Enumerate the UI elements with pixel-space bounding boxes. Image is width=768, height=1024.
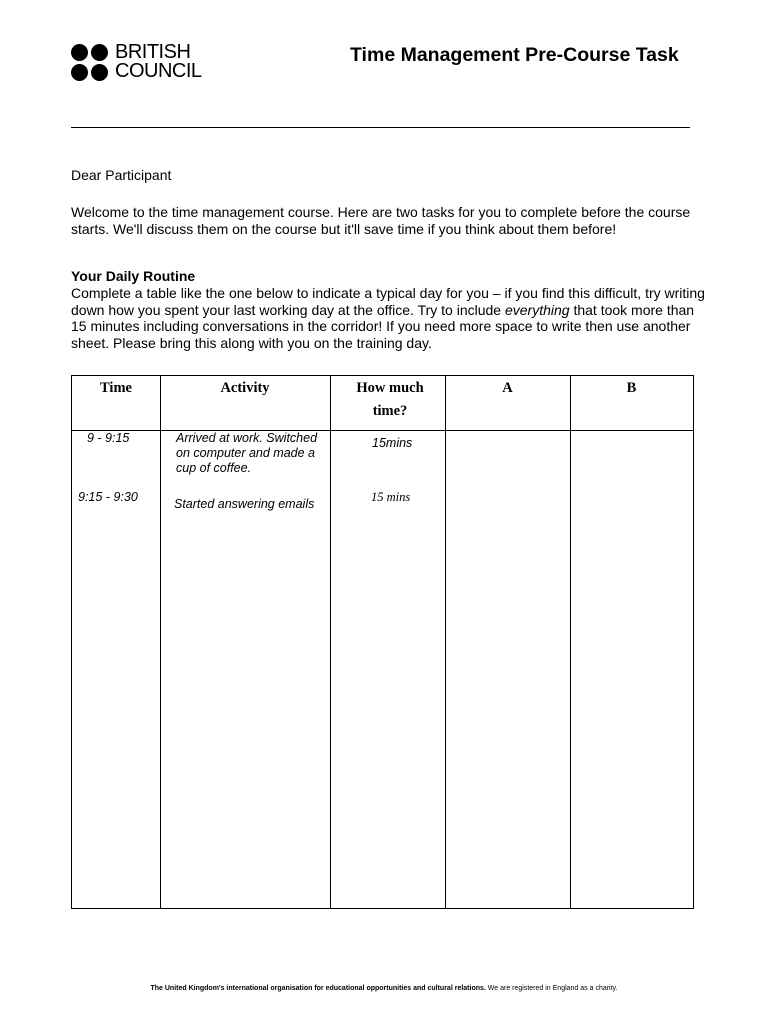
- british-council-logo: [71, 43, 202, 81]
- logo-dots-icon: [71, 44, 108, 81]
- row-1-activity: Arrived at work. Switched on computer and made a cup of coffee.: [176, 431, 318, 475]
- header-divider: [71, 127, 690, 128]
- section-heading-daily-routine: Your Daily Routine: [71, 268, 196, 284]
- document-title: Time Management Pre-Course Task: [350, 44, 679, 66]
- greeting: Dear Participant: [71, 167, 172, 183]
- column-header-how-much-time: How much time?: [356, 380, 424, 419]
- column-divider: [160, 376, 161, 908]
- row-1-duration: 15mins: [372, 436, 413, 450]
- daily-routine-instructions: [71, 285, 711, 351]
- column-header-b: B: [626, 380, 637, 396]
- logo-line-2: COUNCIL: [115, 60, 202, 82]
- column-divider: [570, 376, 571, 908]
- daily-routine-table: [71, 375, 694, 909]
- instructions-text-1: Complete a table like the one below to indicate a typical day for you – if you find this difficult, try writing down how you spent your last working day at the office. Try to include: [71, 285, 705, 318]
- column-header-activity: Activity: [220, 380, 270, 396]
- logo-wordmark: [115, 43, 202, 81]
- logo-line-1: BRITISH: [115, 41, 191, 63]
- column-header-time: Time: [100, 380, 132, 396]
- instructions-text-2: that took more than 15 minutes including conversations in the corridor! If you need more space to write then use another sheet. Please bring this along with you on the training day.: [71, 301, 695, 351]
- footer-bold-text: The United Kingdom's international organisation for educational opportunities and cultural relations.: [150, 985, 486, 992]
- footer-text: We are registered in England as a charity.: [485, 985, 618, 992]
- column-header-a: A: [502, 380, 513, 396]
- row-2-duration: 15 mins: [371, 490, 411, 504]
- row-2-activity: Started answering emails: [174, 497, 315, 511]
- instructions-emphasis: everything: [504, 301, 570, 318]
- welcome-paragraph: Welcome to the time management course. Here are two tasks for you to complete before the course starts. We'll discuss them on the course but it'll save time if you think about them before!: [71, 204, 691, 237]
- row-1-time: 9 - 9:15: [87, 431, 130, 445]
- column-divider: [445, 376, 446, 908]
- column-divider: [330, 376, 331, 908]
- header-row-divider: [72, 430, 693, 431]
- row-2-time: 9:15 - 9:30: [78, 490, 138, 504]
- footer: [0, 985, 768, 992]
